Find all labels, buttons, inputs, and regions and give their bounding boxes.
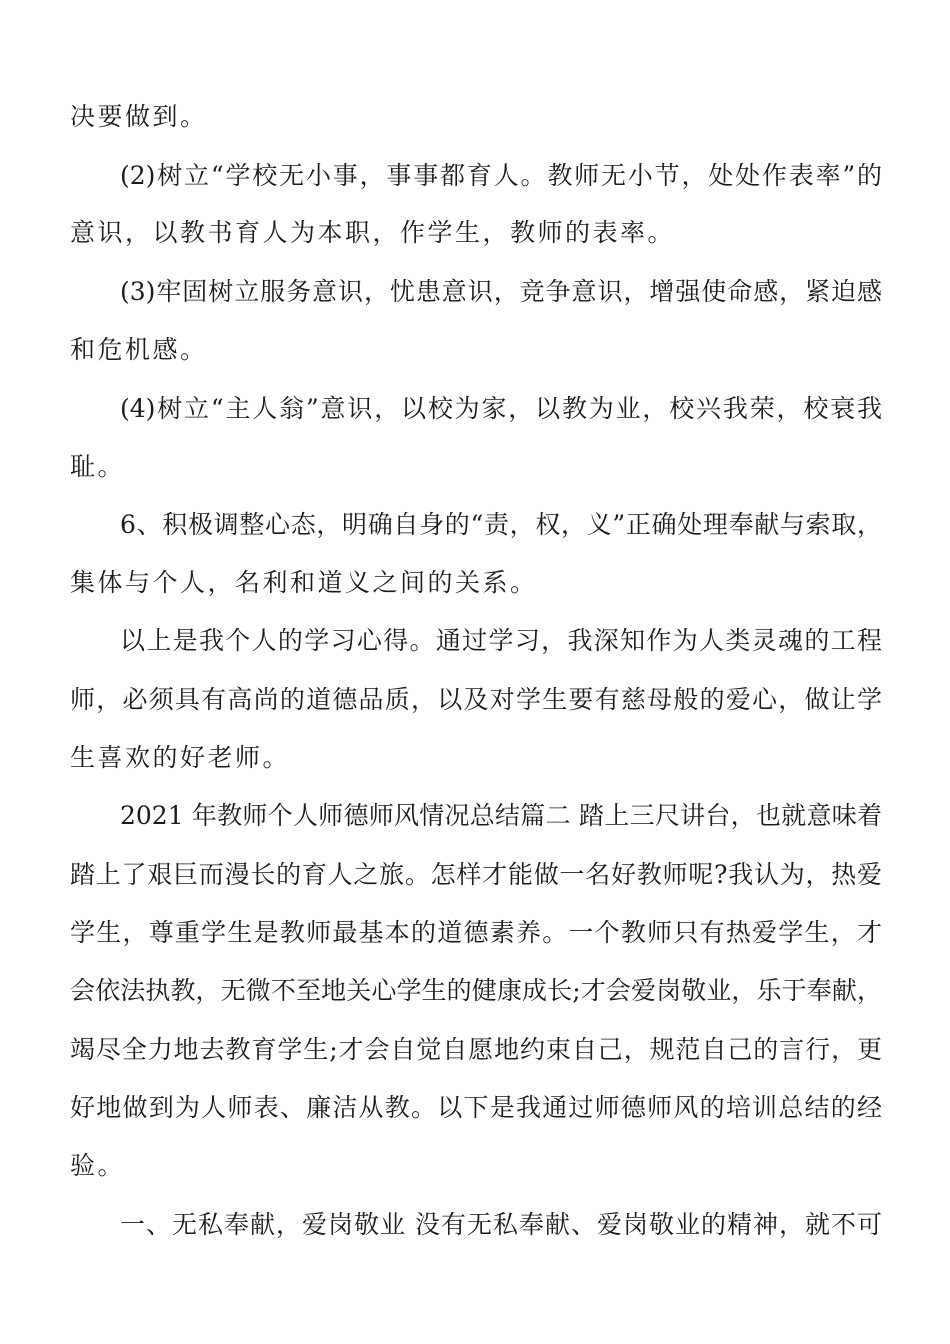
text-line: 决要做到。 [70,102,208,131]
text-line: 耻。 [70,452,126,481]
text-line: 以上是我个人的学习心得。通过学习，我深知作为人类灵魂的工程 [120,626,882,655]
text-line: 踏上了艰巨而漫长的育人之旅。怎样才能做一名好教师呢?我认为，热爱 [70,860,882,889]
text-line: 意识，以教书育人为本职，作学生，教师的表率。 [70,218,676,247]
text-line: 2021 年教师个人师德师风情况总结篇二 踏上三尺讲台，也就意味着 [120,801,882,830]
text-line: 学生，尊重学生是教师最基本的道德素养。一个教师只有热爱学生，才 [70,918,882,947]
text-line: 会依法执教，无微不至地关心学生的健康成长;才会爱岗敬业，乐于奉献， [70,976,882,1005]
text-line: 6、积极调整心态，明确自身的“责，权，义”正确处理奉献与索取， [120,510,882,539]
text-line: 集体与个人，名利和道义之间的关系。 [70,568,538,597]
text-line: 竭尽全力地去教育学生;才会自觉自愿地约束自己，规范自己的言行，更 [70,1035,882,1064]
text-line: 生喜欢的好老师。 [70,743,291,772]
text-line: (2)树立“学校无小事，事事都育人。教师无小节，处处作表率”的 [120,161,882,190]
text-line: 师，必须具有高尚的道德品质，以及对学生要有慈母般的爱心，做让学 [70,685,882,714]
text-line: 验。 [70,1151,126,1180]
text-line: (4)树立“主人翁”意识，以校为家，以教为业，校兴我荣，校衰我 [120,394,882,423]
text-line: (3)牢固树立服务意识，忧患意识，竞争意识，增强使命感，紧迫感 [120,277,882,306]
text-line: 一、无私奉献，爱岗敬业 没有无私奉献、爱岗敬业的精神，就不可 [120,1210,882,1239]
text-line: 和危机感。 [70,335,208,364]
text-line: 好地做到为人师表、廉洁从教。以下是我通过师德师风的培训总结的经 [70,1093,882,1122]
